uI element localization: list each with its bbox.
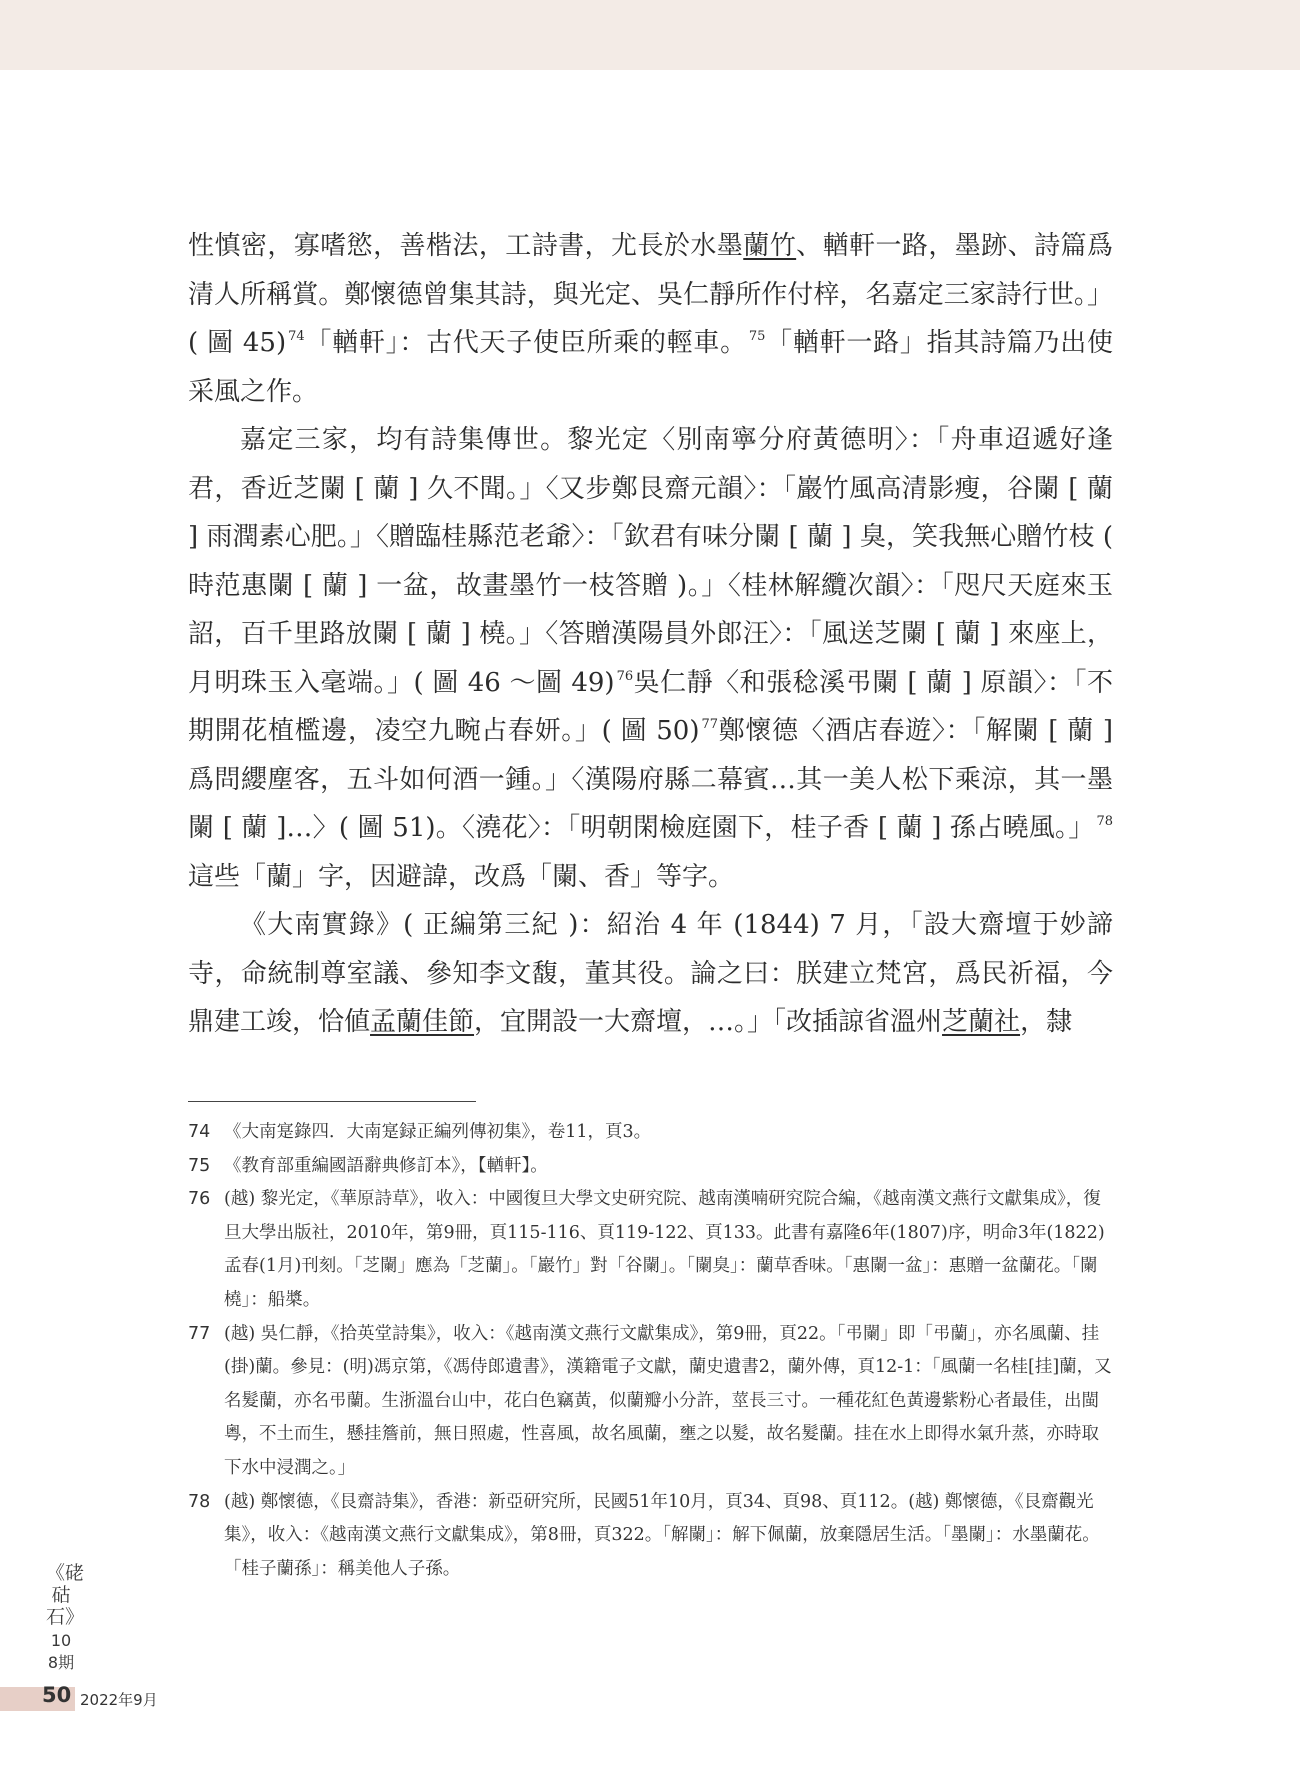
- text-run: ，隸: [1020, 1007, 1073, 1037]
- text-run: ，宜開設一大齋壇，…。」「改插諒省溫州: [474, 1007, 943, 1037]
- main-text: [188, 222, 1113, 1047]
- footnote-77: [188, 1318, 1113, 1486]
- footnote-76: [188, 1183, 1113, 1317]
- footnote-number: 77: [188, 1323, 211, 1344]
- footnote-number: 76: [188, 1189, 211, 1210]
- underlined-term: 芝蘭社: [942, 1007, 1021, 1037]
- footnote-ref: 77: [701, 717, 719, 732]
- text-run: 「輶軒一路」指其詩篇乃出使采風之作。: [188, 328, 1113, 407]
- paragraph-2: [188, 416, 1113, 901]
- footnote-ref: 75: [748, 329, 766, 344]
- journal-issue: 108期: [47, 1631, 75, 1672]
- footnote-text: (越) 鄭懷德，《艮齋詩集》，香港：新亞研究所，民國51年10月，頁34、頁98、頁112。(越) 鄭懷德，《艮齋觀光集》，收入：《越南漢文燕行文獻集成》，第8冊，頁322。「解闌」：解下佩蘭，放棄隱居生活。「墨闌」：水墨蘭花。「桂子蘭孫」：稱美他人子孫。: [224, 1491, 1100, 1579]
- footnote-text: (越) 黎光定，《華原詩草》，收入：中國復旦大學文史研究院、越南漢喃研究院合編，《越南漢文燕行文獻集成》，復旦大學出版社，2010年，第9冊，頁115-116、頁119-122、頁133。此書有嘉隆6年(1807)序，明命3年(1822)孟春(1月)刊刻。「芝闌」應為「芝蘭」。「巖竹」對「谷闌」。「闌臭」：蘭草香味。「惠闌一盆」：惠贈一盆蘭花。「闌橈」：船槳。: [224, 1189, 1105, 1310]
- text-run: 鄭懷德〈酒店春遊〉：「解闌 [ 蘭 ] 爲問纓塵客，五斗如何酒一鍾。」〈漢陽府縣二幕賓…其一美人松下乘涼，其一墨闌 [ 蘭 ]…〉( 圖 51)。〈澆花〉：「明朝閑檢庭園下，桂子香 [ 蘭 ] 孫占曉風。」: [188, 716, 1113, 843]
- footnote-number: 74: [188, 1122, 211, 1142]
- footnote-text: 《教育部重編國語辭典修訂本》，【輶軒】。: [224, 1155, 548, 1176]
- page-number: 50: [42, 1683, 72, 1707]
- paragraph-3: [188, 901, 1113, 1047]
- text-run: 《大南實錄》( 正編第三紀 )：紹治 4 年 (1844) 7 月，「設大齋壇于妙諦寺，命統制尊室議、參知李文馥，董其役。論之曰：朕建立梵宮，爲民祈福，今鼎建工竣，恰値: [188, 910, 1113, 1037]
- footnote-text: 《大南寔錄四．大南寔録正編列傳初集》，卷11，頁3。: [224, 1122, 652, 1142]
- footnote-74: [188, 1116, 1113, 1150]
- text-run: 、輶軒一路，墨跡、詩篇爲清人所稱賞。鄭懷德曾集其詩，與光定、吳仁靜所作付梓，名嘉定三家詩行世。」( 圖 45): [188, 231, 1113, 358]
- text-run: 嘉定三家，均有詩集傳世。黎光定〈別南寧分府黃德明〉：「舟車迢遞好逢君，香近芝闌 [ 蘭 ] 久不聞。」〈又步鄭艮齋元韻〉：「巖竹風高清影瘦，谷闌 [ 蘭 ] 雨潤素心肥。」〈贈臨桂縣范老爺〉：「欽君有味分闌 [ 蘭 ] 臭，笑我無心贈竹枝 ( 時范惠闌 [ 蘭 ] 一盆，故畫墨竹一枝答贈 )。」〈桂林解纜次韻〉：「咫尺天庭來玉詔，百千里路放闌 [ 蘭 ] 橈。」〈答贈漢陽員外郎汪〉：「風送芝闌 [ 蘭 ] 來座上，月明珠玉入毫端。」( 圖 46 ～圖 49): [188, 425, 1113, 698]
- footnote-text: (越) 吳仁靜，《拾英堂詩集》，收入：《越南漢文燕行文獻集成》，第9冊，頁22。「弔闌」即「弔蘭」，亦名風蘭、挂(掛)蘭。參見：(明)馮京第，《馮侍郎遺書》，漢籍電子文獻，蘭史遺書2，蘭外傳，頁12-1：「風蘭一名桂[挂]蘭，又名髮蘭，亦名弔蘭。生浙溫台山中，花白色竊黃，似蘭瓣小分許，莖長三寸。一種花紅色黃邊紫粉心者最佳，出閩粵，不土而生，懸挂簷前，無日照處，性喜風，故名風蘭，壅之以髮，故名髮蘭。挂在水上即得水氣升蒸，亦時取下水中浸潤之。」: [224, 1323, 1112, 1478]
- footnote-ref: 74: [288, 329, 305, 344]
- text-run: 吳仁靜〈和張稔溪弔闌 [ 蘭 ] 原韻〉：「不期開花植檻邊，凌空九畹占春妍。」( 圖 50): [188, 667, 1114, 746]
- footnote-78: [188, 1486, 1113, 1587]
- footnote-75: [188, 1150, 1113, 1184]
- journal-name-vertical: [46, 1562, 85, 1674]
- top-band: [0, 0, 1300, 70]
- issue-date: 2022年9月: [80, 1691, 158, 1709]
- footnote-number: 75: [188, 1155, 211, 1176]
- text-run: 性慎密，寡嗜慾，善楷法，工詩書，尤長於水墨: [188, 231, 744, 261]
- text-run: 這些「蘭」字，因避諱，改爲「闌、香」等字。: [188, 861, 735, 892]
- underlined-term: 孟蘭佳節: [370, 1007, 475, 1037]
- footnote-number: 78: [188, 1491, 211, 1512]
- footnote-ref: 76: [616, 668, 634, 684]
- underlined-term: 蘭竹: [743, 231, 797, 261]
- text-run: 「輶軒」：古代天子使臣所乘的輕車。: [304, 328, 747, 358]
- paragraph-1: [188, 222, 1113, 416]
- journal-title: 《硓𥑮石》: [46, 1562, 85, 1628]
- footnotes: [188, 1116, 1113, 1586]
- footnote-ref: 78: [1096, 814, 1113, 829]
- footnote-divider: [188, 1101, 476, 1102]
